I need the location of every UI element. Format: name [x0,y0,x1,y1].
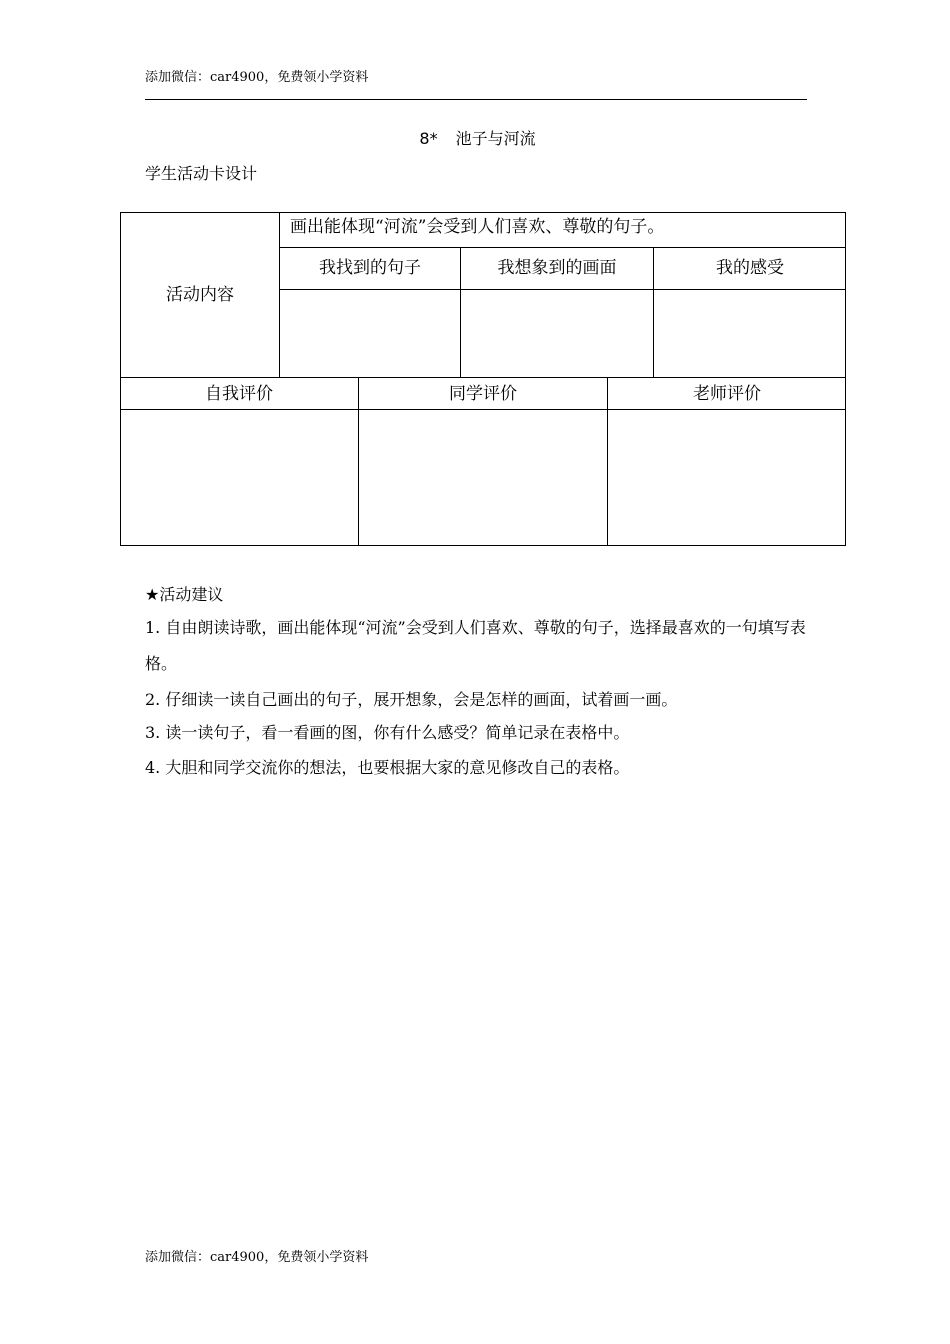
lesson-name: 池子与河流 [455,129,536,148]
table-divider [120,409,846,410]
lesson-number: 8* [419,129,438,148]
page-title [0,126,950,149]
suggestion-item: 2. 仔细读一读自己画出的句子，展开想象，会是怎样的画面，试着画一画。 [145,690,678,709]
table-divider [120,377,846,378]
activity-instruction: 画出能体现“河流”会受到人们喜欢、尊敬的句子。 [290,217,665,237]
suggestions-title: ★活动建议 [145,585,224,604]
eval-header-peer: 同学评价 [449,384,517,404]
header-divider [145,99,807,100]
column-header-picture: 我想象到的画面 [497,258,617,278]
section-subtitle: 学生活动卡设计 [145,164,258,183]
eval-header-self: 自我评价 [205,384,273,404]
eval-header-teacher: 老师评价 [693,384,761,404]
suggestion-item: 1. 自由朗读诗歌，画出能体现“河流”会受到人们喜欢、尊敬的句子，选择最喜欢的一句填写表格。 [145,618,806,673]
suggestion-item: 3. 读一读句子，看一看画的图，你有什么感受？简单记录在表格中。 [145,723,630,742]
header-watermark: 添加微信：car4900，免费领小学资料 [145,70,369,85]
table-divider [279,247,846,248]
column-header-sentence: 我找到的句子 [319,258,421,278]
table-divider [279,289,846,290]
row-label-activity: 活动内容 [166,285,234,305]
column-header-feeling: 我的感受 [716,258,784,278]
footer-watermark: 添加微信：car4900，免费领小学资料 [145,1250,369,1265]
suggestion-item: 4. 大胆和同学交流你的想法，也要根据大家的意见修改自己的表格。 [145,758,630,777]
